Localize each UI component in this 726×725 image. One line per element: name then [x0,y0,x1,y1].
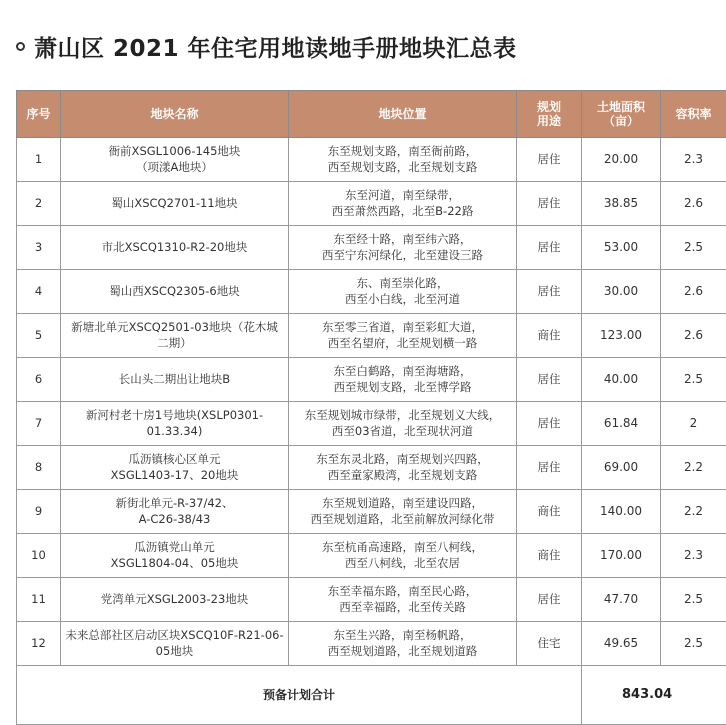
cell-location-line2: 西至八柯线，北至农居 [345,555,460,570]
cell-name-line2: A-C26-38/43 [138,511,211,526]
cell-seq-line1: 7 [34,415,43,430]
cell-name-line2: 05地块 [155,643,194,658]
cell-far-line1: 2 [689,416,698,431]
cell-area [582,490,661,534]
cell-far [661,490,726,534]
cell-area [582,534,661,578]
cell-seq-line1: 5 [34,327,43,342]
cell-seq [17,578,61,622]
cell-usage-line1: 住宅 [537,635,561,650]
cell-seq-line1: 1 [34,151,43,166]
cell-location [289,182,517,226]
cell-name-line1: 蜀山西XSCQ2305-6地块 [109,283,240,298]
cell-usage [517,270,582,314]
cell-usage-line1: 商住 [537,503,561,518]
cell-seq [17,490,61,534]
cell-usage [517,402,582,446]
cell-location-line2: 西至童家殿湾，北至规划支路 [327,467,478,482]
cell-usage [517,314,582,358]
cell-name [61,490,289,534]
cell-area-line1: 61.84 [603,416,639,431]
cell-far [661,578,726,622]
total-label: 预备计划合计 [17,666,582,725]
cell-area [582,270,661,314]
cell-area [582,446,661,490]
cell-name [61,446,289,490]
cell-location [289,358,517,402]
cell-area [582,622,661,666]
cell-area-line1: 123.00 [600,328,642,343]
cell-area-line1: 140.00 [600,504,642,519]
cell-location-line1: 东至生兴路，南至杨帆路， [333,627,472,642]
cell-usage-line1: 商住 [537,327,561,342]
cell-name-line2: XSGL1804-04、05地块 [110,555,239,570]
table-row [17,314,726,358]
cell-seq-line1: 3 [34,239,43,254]
cell-name [61,314,289,358]
cell-seq-line1: 9 [34,503,43,518]
cell-usage-line1: 居住 [537,371,561,386]
cell-seq [17,622,61,666]
cell-name [61,358,289,402]
cell-usage-line1: 居住 [537,239,561,254]
cell-seq [17,270,61,314]
cell-name-line1: 长山头二期出让地块B [118,371,231,386]
cell-name-line1: 瓜沥镇党山单元 [134,539,215,554]
cell-far-line1: 2.6 [683,284,704,299]
cell-area-line1: 49.65 [603,636,639,651]
cell-location-line2: 西至萧然西路，北至B-22路 [331,203,474,218]
cell-far [661,534,726,578]
table-row [17,402,726,446]
header-location: 地块位置 [289,91,517,138]
table-row [17,358,726,402]
cell-location-line1: 东至经十路，南至纬六路， [333,231,472,246]
cell-location-line2: 西至幸福路，北至传关路 [339,599,466,614]
table-row [17,622,726,666]
cell-seq [17,182,61,226]
cell-far [661,226,726,270]
cell-location-line1: 东至东灵北路，南至规划兴四路， [316,451,489,466]
table-row [17,270,726,314]
cell-area-line1: 47.70 [603,592,639,607]
cell-location-line2: 西至名望府，北至规划横一路 [327,335,478,350]
cell-name-line2: （项漾A地块） [136,159,213,174]
cell-name-line1: 蜀山XSCQ2701-11地块 [111,195,238,210]
cell-location-line1: 东至规划城市绿带，北至规划义大线， [304,407,501,422]
cell-usage [517,446,582,490]
cell-usage [517,490,582,534]
cell-location [289,402,517,446]
cell-location [289,534,517,578]
cell-far-line1: 2.3 [683,548,704,563]
cell-usage-line1: 居住 [537,151,561,166]
cell-name-line2: 01.33.34) [146,423,203,438]
cell-location-line1: 东至河道，南至绿带， [345,187,460,202]
cell-location [289,226,517,270]
cell-far [661,402,726,446]
cell-usage [517,578,582,622]
cell-area [582,358,661,402]
table-row [17,182,726,226]
cell-usage [517,138,582,182]
cell-name [61,182,289,226]
cell-name-line1: 新河村老十房1号地块(XSLP0301- [85,407,264,422]
cell-location-line2: 西至规划支路，北至规划支路 [327,159,478,174]
header-usage [517,91,582,138]
cell-location-line2: 西至小白线，北至河道 [345,291,460,306]
cell-location [289,138,517,182]
table-header-row [17,91,726,138]
cell-name-line1: 新塘北单元XSCQ2501-03地块（花木城 [71,319,278,334]
table-row [17,534,726,578]
cell-usage-line1: 居住 [537,415,561,430]
cell-usage [517,226,582,270]
cell-far-line1: 2.5 [683,636,704,651]
cell-far [661,358,726,402]
cell-usage-line1: 居住 [537,591,561,606]
cell-location-line2: 西至03省道，北至现状河道 [331,423,474,438]
cell-name [61,138,289,182]
cell-name-line2: XSGL1403-17、20地块 [110,467,239,482]
cell-area-line1: 40.00 [603,372,639,387]
cell-usage-line1: 居住 [537,283,561,298]
title-row [16,26,517,66]
page-title: 萧山区 2021 年住宅用地读地手册地块汇总表 [34,35,517,62]
cell-usage [517,358,582,402]
cell-seq [17,138,61,182]
table-row [17,578,726,622]
cell-usage-line1: 商住 [537,547,561,562]
table-row [17,138,726,182]
total-value: 843.04 [582,666,726,725]
cell-name [61,270,289,314]
cell-location-line1: 东至杭甬高速路，南至八柯线， [322,539,483,554]
cell-location-line1: 东至规划支路，南至衙前路， [327,143,478,158]
cell-name-line1: 党湾单元XSGL2003-23地块 [100,591,249,606]
header-name: 地块名称 [61,91,289,138]
header-seq: 序号 [17,91,61,138]
cell-name-line1: 市北XSCQ1310-R2-20地块 [101,239,248,254]
cell-location-line2: 西至规划支路，北至博学路 [333,379,472,394]
cell-area [582,578,661,622]
cell-area-line1: 20.00 [603,152,639,167]
cell-name-line1: 新街北单元-R-37/42、 [115,495,234,510]
cell-seq-line1: 12 [31,635,46,650]
cell-area-line1: 30.00 [603,284,639,299]
cell-far-line1: 2.2 [683,460,704,475]
cell-seq [17,534,61,578]
cell-seq-line1: 4 [34,283,43,298]
cell-far-line1: 2.5 [683,372,704,387]
cell-far-line1: 2.2 [683,504,704,519]
cell-seq-line1: 6 [34,371,43,386]
table-body [17,138,726,666]
cell-far [661,182,726,226]
land-parcel-table [16,90,726,725]
header-area-line1: 土地面积 [596,99,645,114]
cell-location [289,314,517,358]
header-usage-line1: 规划 [536,99,561,114]
cell-area [582,182,661,226]
cell-seq-line1: 2 [34,195,43,210]
cell-location-line2: 西至规划道路，北至前解放河绿化带 [310,511,495,526]
cell-location [289,622,517,666]
table-row [17,446,726,490]
header-far: 容积率 [661,91,726,138]
table-row [17,226,726,270]
cell-seq [17,358,61,402]
cell-name [61,534,289,578]
cell-location [289,270,517,314]
cell-area [582,138,661,182]
cell-area-line1: 38.85 [603,196,639,211]
cell-seq-line1: 11 [31,591,46,606]
circle-bullet-icon [16,42,25,51]
cell-usage [517,622,582,666]
cell-seq-line1: 10 [31,547,46,562]
cell-location [289,490,517,534]
cell-area [582,226,661,270]
cell-far-line1: 2.5 [683,592,704,607]
cell-name-line1: 衙前XSGL1006-145地块 [108,143,241,158]
cell-usage [517,534,582,578]
cell-usage-line1: 居住 [537,459,561,474]
cell-usage-line1: 居住 [537,195,561,210]
cell-location [289,578,517,622]
cell-area-line1: 170.00 [600,548,642,563]
cell-far-line1: 2.5 [683,240,704,255]
cell-name [61,402,289,446]
cell-location-line1: 东、南至崇化路， [356,275,449,290]
cell-far [661,138,726,182]
cell-area [582,314,661,358]
cell-far-line1: 2.3 [683,152,704,167]
header-area-line2: （亩） [602,114,639,128]
cell-location-line1: 东至零三省道，南至彩虹大道， [322,319,483,334]
cell-seq [17,402,61,446]
cell-far [661,314,726,358]
cell-far-line1: 2.6 [683,196,704,211]
cell-name [61,226,289,270]
cell-far [661,622,726,666]
cell-far [661,446,726,490]
cell-location-line2: 西至宁东河绿化，北至建设三路 [322,247,483,262]
cell-name-line1: 未来总部社区启动区块XSCQ10F-R21-06- [65,627,284,642]
cell-location-line1: 东至规划道路，南至建设四路， [322,495,483,510]
cell-seq [17,314,61,358]
cell-area-line1: 53.00 [603,240,639,255]
cell-far-line1: 2.6 [683,328,704,343]
cell-name [61,578,289,622]
cell-area [582,402,661,446]
header-usage-line2: 用途 [536,114,561,128]
cell-seq [17,446,61,490]
cell-area-line1: 69.00 [603,460,639,475]
header-area [582,91,661,138]
cell-seq [17,226,61,270]
table-row [17,490,726,534]
cell-location-line1: 东至幸福东路，南至民心路， [327,583,478,598]
cell-usage [517,182,582,226]
cell-location [289,446,517,490]
cell-far [661,270,726,314]
total-row [17,666,726,725]
cell-location-line2: 西至规划道路，北至规划道路 [327,643,478,658]
cell-name-line2: 二期） [157,335,192,350]
cell-name [61,622,289,666]
cell-name-line1: 瓜沥镇核心区单元 [128,451,221,466]
cell-seq-line1: 8 [34,459,43,474]
cell-location-line1: 东至白鹤路，南至海塘路， [333,363,472,378]
